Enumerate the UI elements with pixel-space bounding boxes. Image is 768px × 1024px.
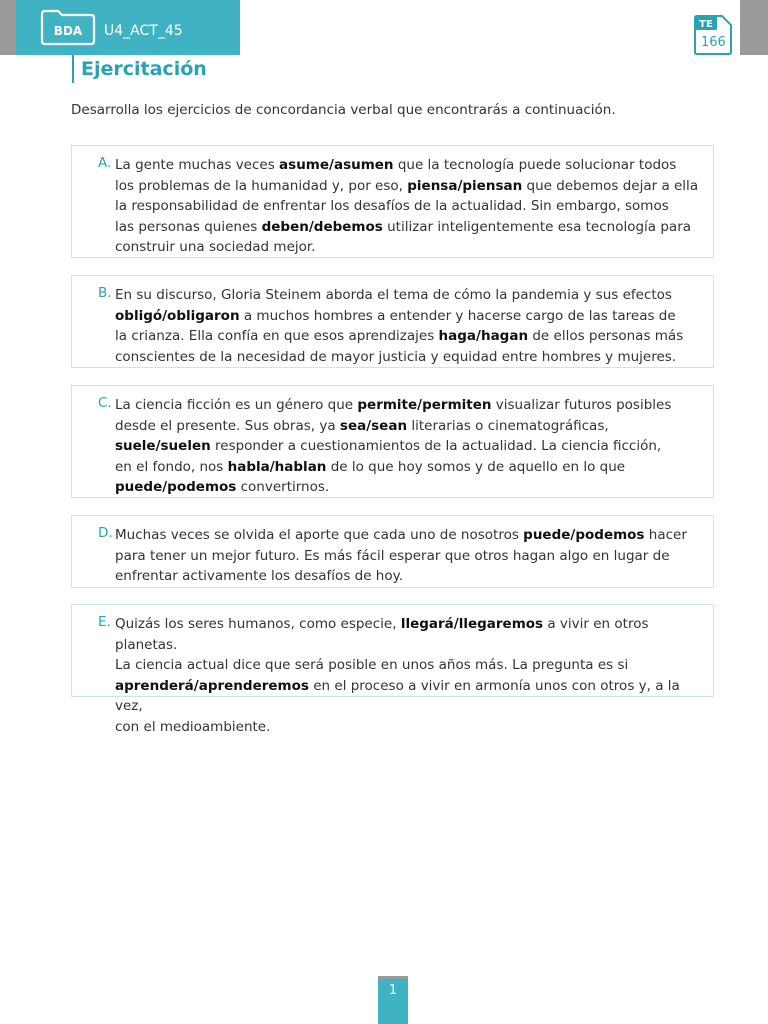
text-run: desde el presente. Sus obras, ya xyxy=(115,417,340,434)
text-run: de lo que hoy somos y de aquello en lo que xyxy=(326,458,626,475)
exercise-line xyxy=(115,436,705,457)
text-run: enfrentar activamente los desafíos de hoy. xyxy=(115,568,403,585)
exercise-line xyxy=(115,155,705,176)
exercise-line xyxy=(115,676,705,717)
verb-option: obligó/obligaron xyxy=(115,307,240,324)
text-run: La ciencia actual dice que será posible en unos años más. La pregunta es si xyxy=(115,657,629,674)
text-run: literarias o cinematográficas, xyxy=(407,417,609,434)
text-run: la crianza. Ella confía en que esos aprendizajes xyxy=(115,328,439,345)
exercise-line xyxy=(115,416,705,437)
verb-option: suele/suelen xyxy=(115,438,211,455)
exercise-line xyxy=(115,347,705,368)
text-run: para tener un mejor futuro. Es más fácil esperar que otros hagan algo en lugar de xyxy=(115,547,670,564)
instruction-text: Desarrolla los ejercicios de concordancia verbal que encontrarás a continuación. xyxy=(71,102,616,118)
bda-folder-icon xyxy=(38,8,98,46)
exercise-text xyxy=(115,614,705,738)
text-run: la responsabilidad de enfrentar los desafíos de la actualidad. Sin embargo, somos xyxy=(115,198,669,215)
verb-option: permite/permiten xyxy=(357,397,492,413)
exercise-line xyxy=(115,217,705,238)
text-run: La gente muchas veces xyxy=(115,157,280,173)
exercise-text xyxy=(115,155,705,258)
verb-option: llegará/llegaremos xyxy=(400,616,544,632)
verb-option: habla/hablan xyxy=(227,458,327,475)
right-gray-bar xyxy=(740,0,768,55)
text-run: los problemas de la humanidad y, por eso, xyxy=(115,177,408,194)
exercise-line xyxy=(115,237,705,258)
page-number-tab xyxy=(378,976,408,1024)
exercise-line xyxy=(115,655,705,676)
exercise-text xyxy=(115,395,705,498)
text-run: La ciencia ficción es un género que xyxy=(115,397,358,413)
exercise-line xyxy=(115,176,705,197)
text-run: utilizar inteligentemente esa tecnología para xyxy=(382,218,692,235)
exercise-letter: B. xyxy=(98,285,112,301)
verb-option: haga/hagan xyxy=(438,328,529,345)
verb-option: asume/asumen xyxy=(279,157,394,173)
exercise-line xyxy=(115,306,705,327)
exercise-line xyxy=(115,457,705,478)
verb-option: piensa/piensan xyxy=(407,177,523,194)
bda-badge-text: BDA xyxy=(53,24,83,38)
exercise-line xyxy=(115,525,705,546)
exercise-line xyxy=(115,566,705,587)
text-run: convertirnos. xyxy=(236,479,330,496)
activity-code: U4_ACT_45 xyxy=(104,23,183,39)
exercise-box-a xyxy=(71,145,714,258)
text-run: Muchas veces se olvida el aporte que cada uno de nosotros xyxy=(115,527,524,543)
left-gray-bar xyxy=(0,0,16,55)
text-run: visualizar futuros posibles xyxy=(491,397,672,413)
verb-option: deben/debemos xyxy=(261,218,383,235)
te-page-number: 166 xyxy=(701,35,726,50)
exercise-box-b xyxy=(71,275,714,368)
exercise-line xyxy=(115,546,705,567)
text-run: en el proceso a vivir en armonía unos con otros y, a la vez, xyxy=(115,677,680,715)
text-run: hacer xyxy=(644,527,687,543)
exercise-text xyxy=(115,285,705,367)
text-run: Quizás los seres humanos, como especie, xyxy=(115,616,401,632)
exercise-letter: D. xyxy=(98,525,113,541)
text-run: las personas quienes xyxy=(115,218,262,235)
exercise-box-c xyxy=(71,385,714,498)
text-run: construir una sociedad mejor. xyxy=(115,239,316,256)
exercise-letter: A. xyxy=(98,155,112,171)
text-run: con el medioambiente. xyxy=(115,718,271,735)
exercise-text xyxy=(115,525,705,587)
exercise-line xyxy=(115,326,705,347)
text-run: a vivir en otros planetas. xyxy=(115,616,649,653)
exercise-line xyxy=(115,477,705,498)
text-run: de ellos personas más xyxy=(528,328,684,345)
exercise-box-d xyxy=(71,515,714,588)
text-run: responder a cuestionamientos de la actualidad. La ciencia ficción, xyxy=(210,438,662,455)
text-run: En su discurso, Gloria Steinem aborda el tema de cómo la pandemia y sus efectos xyxy=(115,287,672,303)
text-run: en el fondo, nos xyxy=(115,458,228,475)
page-number: 1 xyxy=(388,983,398,998)
exercise-letter: E. xyxy=(98,614,111,630)
text-run: conscientes de la necesidad de mayor justicia y equidad entre hombres y mujeres. xyxy=(115,348,677,365)
verb-option: puede/podemos xyxy=(523,527,645,543)
verb-option: aprenderá/aprenderemos xyxy=(115,677,309,694)
exercise-letter: C. xyxy=(98,395,112,411)
title-accent-bar xyxy=(72,55,74,83)
exercise-line xyxy=(115,614,705,655)
text-run: a muchos hombres a entender y hacerse cargo de las tareas de xyxy=(239,307,676,324)
verb-option: puede/podemos xyxy=(115,479,237,496)
verb-option: sea/sean xyxy=(339,417,408,434)
exercise-box-e xyxy=(71,604,714,735)
text-run: que debemos dejar a ella xyxy=(522,177,699,194)
exercise-line xyxy=(115,285,705,306)
te-label: TE xyxy=(699,19,713,30)
page-title: Ejercitación xyxy=(81,58,207,80)
exercise-line xyxy=(115,395,705,416)
text-run: que la tecnología puede solucionar todos xyxy=(393,157,677,173)
exercise-line xyxy=(115,717,705,738)
exercise-line xyxy=(115,196,705,217)
